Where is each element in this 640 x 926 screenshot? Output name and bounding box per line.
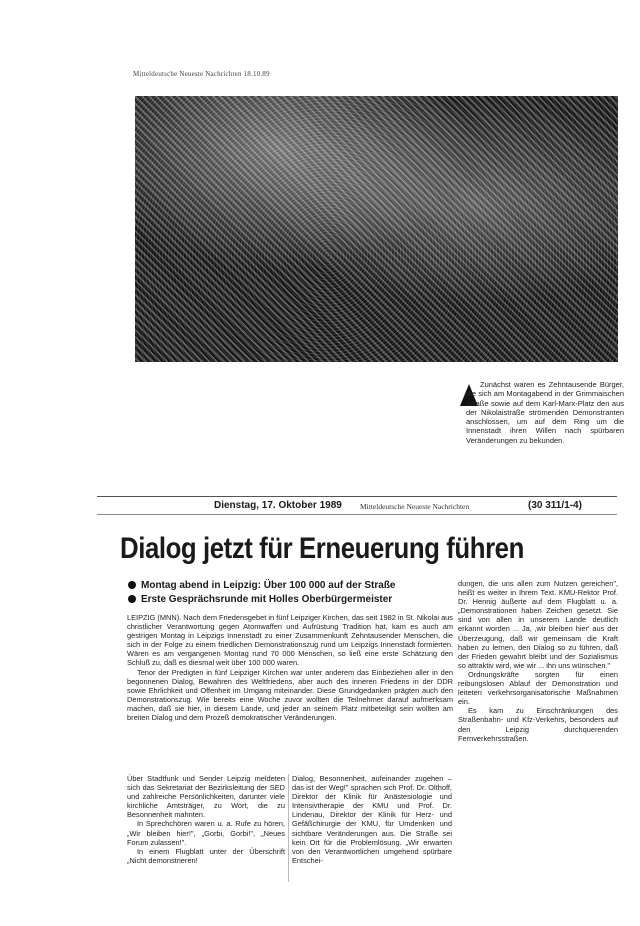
masthead-paper-name: Mitteldeutsche Neueste Nachrichten <box>360 502 470 511</box>
article-column-middle <box>292 774 452 865</box>
right-paragraph-2: Ordnungskräfte sorgten für einen reibungslosen Ablauf der Demonstration und leiteten verkehrsorganisatorische Maßnahmen ein. <box>458 669 618 707</box>
masthead-rule-bottom <box>97 514 617 515</box>
left-paragraph-3: In einem Flugblatt unter der Überschrift „Nicht demonstrieren! <box>127 846 285 865</box>
article-column-right <box>458 579 618 743</box>
subhead-2-text: Erste Gesprächsrunde mit Holles Oberbürgermeister <box>141 594 393 605</box>
article-lead <box>127 613 453 722</box>
photo-caption-text: Zunächst waren es Zehntausende Bürger, die sich am Montagabend in der Grimmaischen Straße sowie auf dem Karl-Marx-Platz den aus der Nikolaistraße strömenden Demonstranten anschlossen, um auf dem Ring um die Innenstadt ihren Willen nach spürbaren Veränderungen zu bekunden. <box>466 380 624 445</box>
photo-caption <box>466 380 624 445</box>
bullet-icon <box>128 595 136 603</box>
masthead-rule-top <box>97 496 617 497</box>
crowd-photo <box>135 96 618 362</box>
masthead-ref: (30 311/1-4) <box>528 500 582 511</box>
masthead-date: Dienstag, 17. Oktober 1989 <box>214 500 342 511</box>
subhead-2 <box>128 594 392 605</box>
source-caption: Mitteldeutsche Neueste Nachrichten 18.10.89 <box>133 70 270 78</box>
left-paragraph-1: Über Stadtfunk und Sender Leipzig meldeten sich das Sekretariat der Bezirksleitung der SED und zahlreiche Persönlichkeiten, darunter viele kirchliche Amtsträger, zu Wort, die zu Besonnenheit mahnten. <box>127 774 285 820</box>
headline: Dialog jetzt für Erneuerung führen <box>120 532 524 565</box>
middle-paragraph-1: Dialog, Besonnenheit, aufeinander zugehen – das ist der Weg!" sprachen sich Prof. Dr. Olthoff, Direktor der Klinik für Anästesiologie und Intensivtherapie der KMU und Prof. Dr. Lindenau, Direktor der Klinik für Herz- und Gefäßchirurgie der KMU, für Umdenken und sichtbare Veränderungen aus. Die Straße sei kein Ort für die Problemlösung. „Wir erwarten von den Verantwortlichen umgehend spürbare Entschei- <box>292 774 452 865</box>
article-column-left <box>127 774 285 865</box>
lead-paragraph-1: LEIPZIG (MNN). Nach dem Friedensgebet in fünf Leipziger Kirchen, das seit 1982 in St. Nikolai aus christlicher Verantwortung gegen Atomwaffen und Aufrüstung Tradition hat, kam es auch am gestrigen Montag in Leipzigs Innenstadt zu einer Zusammenkunft Zehntausender Menschen, die sich in der Folge zu einem friedlichen Demonstrationszug rund um Leipzigs Innenstadt formierten. Wären es am vergangenen Montag rund 70 000 Menschen, so ließ eine erste Schätzung den Schluß zu, daß es diesmal weit über 100 000 waren. <box>127 613 453 668</box>
bullet-icon <box>128 581 136 589</box>
column-rule <box>288 774 289 882</box>
right-paragraph-3: Es kam zu Einschränkungen des Straßenbahn- und Kfz-Verkehrs, besonders auf den Leipzig durchquerenden Fernverkehrsstraßen. <box>458 706 618 743</box>
right-paragraph-1: dungen, die uns allen zum Nutzen gereichen", heißt es weiter in Ihrem Text. KMU-Rektor Prof. Dr. Hennig äußerte auf dem Flugblatt u. a. „Demonstrationen haben Zeichen gesetzt. Sie sind von allen in unserem Lande deutlich erkannt worden ... Ja, ‚wir bleiben hier' aus der Überzeugung, daß wir gemeinsam die Kraft haben zu lernen, den Dialog so zu führen, daß der Frieden gewahrt bleibt und der Sozialismus so attraktiv wird, wie wir ... ihn uns wünschen." <box>458 579 618 670</box>
left-paragraph-2: In Sprechchören waren u. a. Rufe zu hören, „Wir bleiben hier!", „Gorbi, Gorbi!", „Neues Forum zulassen!". <box>127 819 285 847</box>
lead-paragraph-2: Tenor der Predigten in fünf Leipziger Kirchen war unter anderem das Einbeziehen aller in den begonnenen Dialog, Bewahren des Weltfriedens, aber auch des inneren Friedens in der DDR sowie Ehrlichkeit und Offenheit im Umgang miteinander. Diese Grundgedanken prägten auch den Demonstrationszug. Wie bereits eine Woche zuvor wollten die Teilnehmer darauf aufmerksam machen, daß sie hier, in diesem Lande, und jeder an seinem Platz mitbeteiligt sein wollten am breiten Dialog und dem Prozeß demokratischer Veränderungen. <box>127 667 453 723</box>
subhead-1-text: Montag abend in Leipzig: Über 100 000 auf der Straße <box>141 580 396 591</box>
subhead-1 <box>128 580 396 591</box>
